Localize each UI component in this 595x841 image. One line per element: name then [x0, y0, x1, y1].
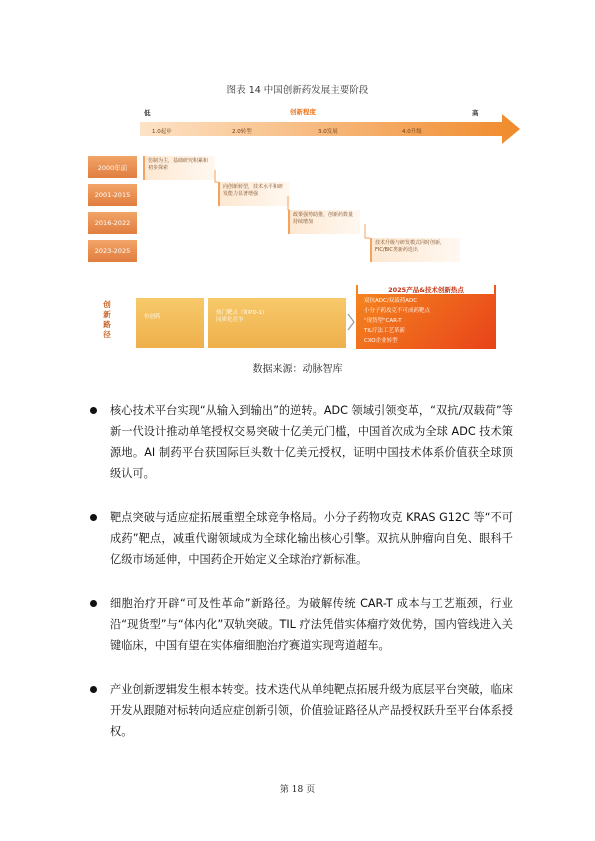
- hot-item: "现货型"CAR-T: [364, 318, 402, 324]
- bullet-dot-icon: [90, 407, 97, 414]
- stage-description-1: 仿制为主，基础研究积累和初步探索: [143, 156, 215, 180]
- stage-description-2: 向创新转型，技术水平和研发能力显著增强: [218, 182, 290, 206]
- hot-topics-title: 2025产品&技术创新热点: [358, 285, 494, 294]
- path-box-generics: 仿创药: [136, 298, 204, 348]
- axis-low-label: 低: [144, 109, 151, 117]
- bullet-list: [88, 400, 513, 765]
- stage-label-2: 2.0转型: [232, 129, 252, 135]
- stage-label-1: 1.0起步: [152, 129, 172, 135]
- hot-item: 小分子药攻克不可成药靶点: [364, 308, 431, 314]
- bullet-dot-icon: [90, 686, 97, 693]
- year-box-2: 2001-2015: [88, 184, 137, 206]
- year-box-4: 2023-2025: [88, 240, 137, 262]
- bullet-text: 产业创新逻辑发生根本转变。技术迭代从单纯靶点拓展升级为底层平台突破，临床开发从跟随对标转向适应症创新引领，价值验证路径从产品授权跃升至平台体系授权。: [110, 683, 513, 738]
- hot-item: TIL疗法工艺革新: [364, 328, 406, 334]
- bullet-text: 细胞治疗开辟“可及性革命”新路径。为破解传统 CAR-T 成本与工艺瓶颈，行业沿“现货型”与“体内化”双轨突破。TIL 疗法凭借实体瘤疗效优势，国内管线进入关键临床，中国有望在实体瘤细胞治疗赛道实现弯道超车。: [110, 597, 513, 652]
- path-title: 创新路径: [103, 300, 111, 339]
- axis-title: 创新程度: [290, 108, 316, 116]
- stage-label-3: 3.0发展: [318, 129, 338, 135]
- bullet-dot-icon: [90, 514, 97, 521]
- figure-source: 数据来源：动脉智库: [252, 364, 343, 375]
- bullet-text: 核心技术平台实现“从输入到输出”的逆转。ADC 领域引领变革，“双抗/双载荷”等新一代设计推动单笔授权交易突破十亿美元门槛，中国首次成为全球 ADC 技术策源地。AI 制药平台获国际巨头数十亿美元授权，证明中国技术体系价值获全球顶级认可。: [110, 404, 513, 480]
- year-box-1: 2000年前: [88, 156, 137, 178]
- stage-description-4: 技术升级与研发模式同时创新，FIC/BIC类新药迭出: [370, 238, 460, 262]
- figure-title: 图表 14 中国创新药发展主要阶段: [226, 85, 369, 96]
- bullet-dot-icon: [90, 600, 97, 607]
- stage-label-4: 4.0升级: [402, 129, 422, 135]
- page-number: 第 18 页: [279, 785, 316, 795]
- hot-item: CXO企业转型: [364, 338, 398, 344]
- bullet-text: 靶点突破与适应症拓展重塑全球竞争格局。小分子药物攻克 KRAS G12C 等“不可成药”靶点，减重代谢领域成为全球化输出核心引擎。双抗从肿瘤向自免、眼科千亿级市场延伸，中国药企开始定义全球治疗新标准。: [110, 511, 513, 566]
- bullet-item: [88, 507, 513, 570]
- axis-high-label: 高: [472, 109, 479, 117]
- year-box-3: 2016-2022: [88, 212, 137, 234]
- chevron-right-icon: [346, 312, 356, 332]
- path-box-hot-targets: 热门靶点（如PD-1） 同质化竞争: [208, 298, 346, 348]
- hot-item: 双抗ADC/双载荷ADC: [364, 298, 418, 304]
- bullet-item: [88, 679, 513, 742]
- stage-description-3: 政策强势助推，创新药数量持续增加: [288, 210, 360, 234]
- bullet-item: [88, 400, 513, 484]
- bullet-item: [88, 593, 513, 656]
- staircase-connectors: [140, 150, 510, 260]
